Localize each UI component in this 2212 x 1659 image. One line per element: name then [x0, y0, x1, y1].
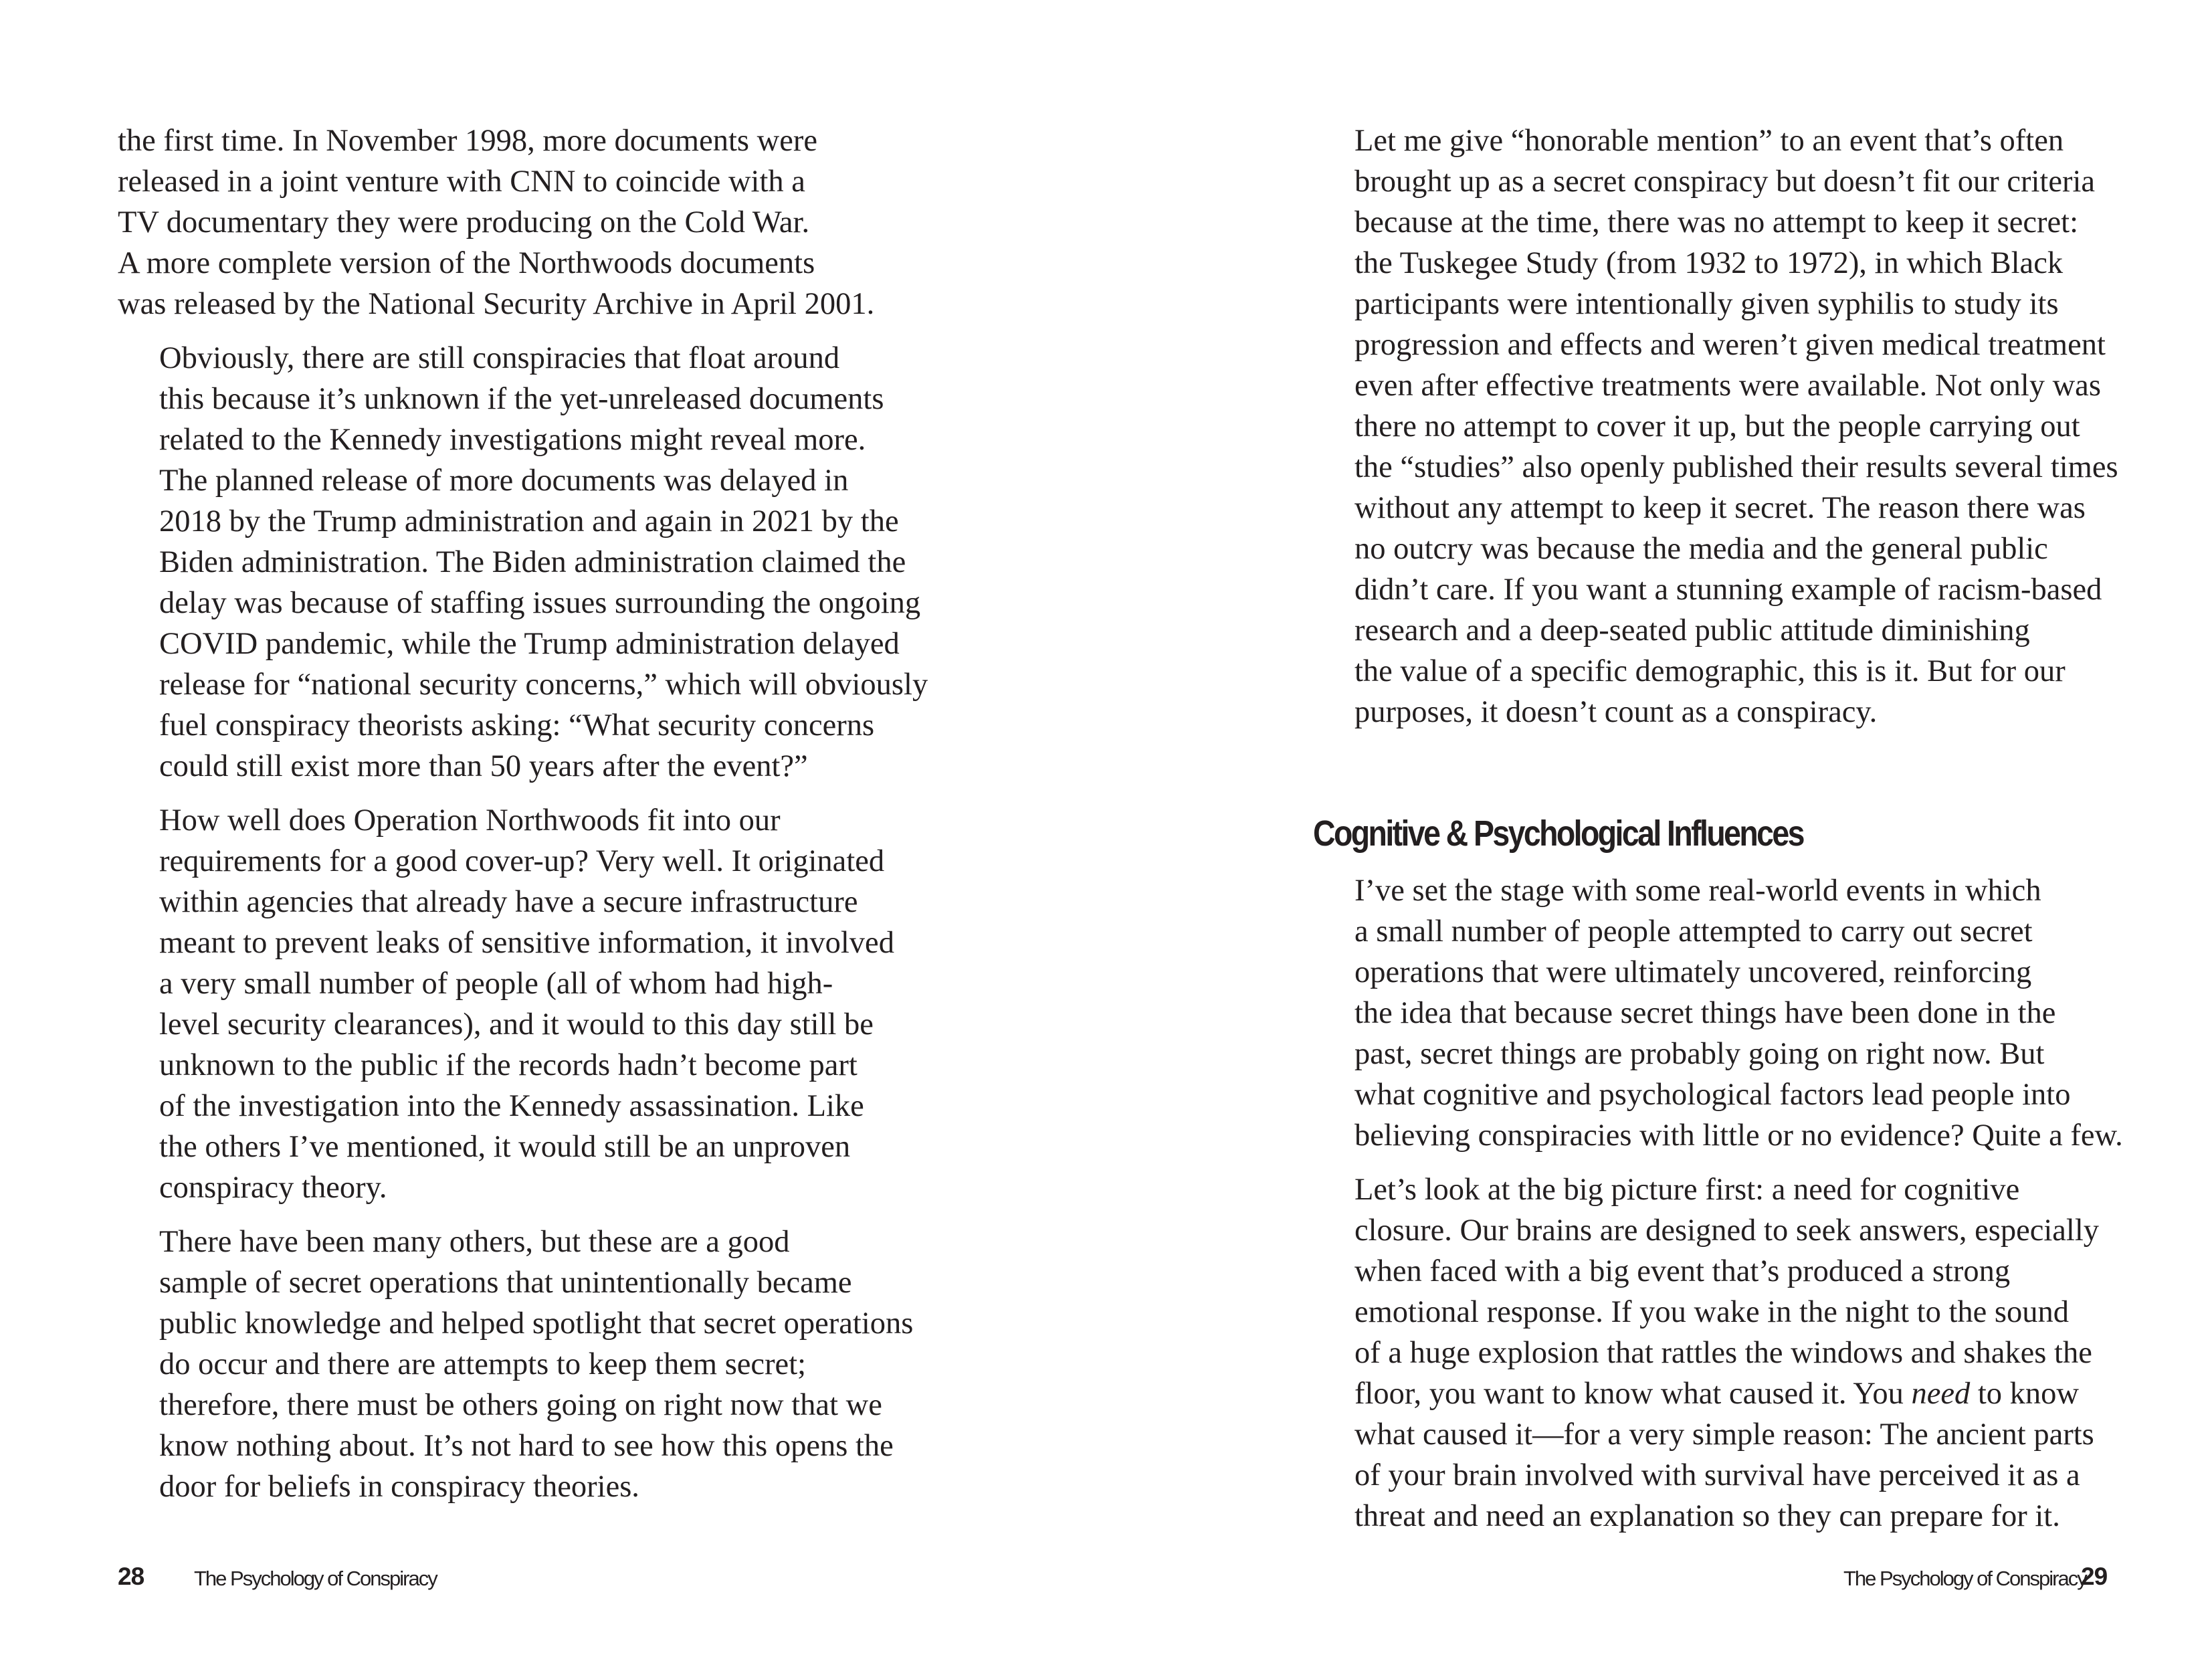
- text-line: released in a joint venture with CNN to coincide with a: [118, 165, 805, 199]
- text-line: threat and need an explanation so they can prepare for it.: [1354, 1499, 2060, 1533]
- text-line: of your brain involved with survival have perceived it as a: [1354, 1458, 2080, 1492]
- text-line: know nothing about. It’s not hard to see how this opens the: [159, 1429, 894, 1463]
- text-line: what cognitive and psychological factors lead people into: [1354, 1078, 2071, 1112]
- text-line: the Tuskegee Study (from 1932 to 1972), in which Black: [1354, 246, 2064, 280]
- text-line: no outcry was because the media and the general public: [1354, 532, 2048, 566]
- paragraph: [1313, 1169, 2129, 1537]
- text-line: level security clearances), and it would to this day still be: [159, 1007, 874, 1042]
- text-line: purposes, it doesn’t count as a conspiracy.: [1354, 695, 1878, 729]
- right-text-column: [1313, 120, 2129, 1550]
- text-line: because at the time, there was no attempt to keep it secret:: [1354, 205, 2078, 239]
- text-line: even after effective treatments were available. Not only was: [1354, 369, 2101, 403]
- text-line: without any attempt to keep it secret. The reason there was: [1354, 491, 2086, 525]
- right-paragraphs-after-heading: [1313, 870, 2129, 1156]
- section-heading: Cognitive & Psychological Influences: [1313, 813, 1803, 854]
- text-line: public knowledge and helped spotlight that secret operations: [159, 1306, 914, 1341]
- text-line: sample of secret operations that unintentionally became: [159, 1266, 852, 1300]
- running-head-left: The Psychology of Conspiracy: [194, 1567, 437, 1590]
- text-line: delay was because of staffing issues surrounding the ongoing: [159, 586, 921, 620]
- text-line: emotional response. If you wake in the night to the sound: [1354, 1295, 2070, 1329]
- text-line: requirements for a good cover-up? Very well. It originated: [159, 844, 885, 878]
- text-line: Biden administration. The Biden administration claimed the: [159, 545, 906, 579]
- text-line: closure. Our brains are designed to seek answers, especially: [1354, 1213, 2100, 1248]
- text-line: door for beliefs in conspiracy theories.: [159, 1470, 639, 1504]
- text-line: research and a deep-seated public attitude diminishing: [1354, 613, 2030, 648]
- text-line: of the investigation into the Kennedy assassination. Like: [159, 1089, 864, 1123]
- text-line: believing conspiracies with little or no evidence? Quite a few.: [1354, 1118, 2123, 1153]
- right-page: [1106, 0, 2212, 1659]
- text-fragment: to know: [1970, 1377, 2080, 1411]
- text-line: the first time. In November 1998, more documents were: [118, 124, 817, 158]
- text-line: participants were intentionally given syphilis to study its: [1354, 287, 2059, 321]
- paragraph: [1313, 870, 2129, 1156]
- paragraph: [118, 338, 927, 787]
- text-line: didn’t care. If you want a stunning example of racism-based: [1354, 573, 2102, 607]
- text-line: was released by the National Security Archive in April 2001.: [118, 287, 875, 321]
- text-line: brought up as a secret conspiracy but doesn’t fit our criteria: [1354, 165, 2096, 199]
- text-line: 2018 by the Trump administration and again in 2021 by the: [159, 504, 899, 539]
- text-line: the idea that because secret things have been done in the: [1354, 996, 2056, 1030]
- text-line: the value of a specific demographic, this is it. But for our: [1354, 654, 2066, 688]
- text-line: when faced with a big event that’s produced a strong: [1354, 1254, 2011, 1288]
- right-paragraphs-before-heading: [1313, 120, 2129, 733]
- text-line: Let’s look at the big picture first: a need for cognitive: [1354, 1173, 2020, 1207]
- text-line: A more complete version of the Northwoods documents: [118, 246, 815, 280]
- text-line: a very small number of people (all of whom had high-: [159, 967, 833, 1001]
- text-line: Let me give “honorable mention” to an event that’s often: [1354, 124, 2064, 158]
- emphasized-word: need: [1911, 1377, 1971, 1411]
- text-line: TV documentary they were producing on the Cold War.: [118, 205, 810, 239]
- text-line: unknown to the public if the records hadn’t become part: [159, 1048, 858, 1082]
- text-line: do occur and there are attempts to keep them secret;: [159, 1347, 807, 1381]
- text-line: a small number of people attempted to carry out secret: [1354, 914, 2033, 949]
- text-line: fuel conspiracy theorists asking: “What security concerns: [159, 708, 875, 743]
- text-line: what caused it—for a very simple reason: The ancient parts: [1354, 1418, 2094, 1452]
- text-line: conspiracy theory.: [159, 1171, 387, 1205]
- text-line: this because it’s unknown if the yet-unreleased documents: [159, 382, 884, 416]
- text-line: related to the Kennedy investigations might reveal more.: [159, 423, 866, 457]
- text-line: operations that were ultimately uncovered, reinforcing: [1354, 955, 2032, 989]
- page-number-left: 28: [118, 1563, 144, 1590]
- text-line: How well does Operation Northwoods fit into our: [159, 803, 781, 838]
- paragraph: [1313, 120, 2129, 733]
- text-line: within agencies that already have a secure infrastructure: [159, 885, 858, 919]
- text-line: progression and effects and weren’t given medical treatment: [1354, 328, 2106, 362]
- paragraph: [118, 800, 927, 1208]
- text-fragment: floor, you want to know what caused it. You: [1354, 1377, 1912, 1411]
- text-line: there no attempt to cover it up, but the people carrying out: [1354, 409, 2080, 444]
- text-line: meant to prevent leaks of sensitive information, it involved: [159, 926, 894, 960]
- text-line: the others I’ve mentioned, it would still be an unproven: [159, 1130, 851, 1164]
- paragraph: [118, 120, 927, 324]
- text-line: the “studies” also openly published their results several times: [1354, 450, 2118, 484]
- text-line: Obviously, there are still conspiracies that float around: [159, 341, 840, 375]
- text-line: There have been many others, but these are a good: [159, 1225, 790, 1259]
- paragraph: [118, 1222, 927, 1507]
- running-head-right: The Psychology of Conspiracy: [1843, 1567, 2086, 1590]
- text-line: could still exist more than 50 years after the event?”: [159, 749, 808, 783]
- text-line: COVID pandemic, while the Trump administration delayed: [159, 627, 900, 661]
- text-line: of a huge explosion that rattles the windows and shakes the: [1354, 1336, 2092, 1370]
- left-text-column: [118, 120, 927, 1521]
- text-line: therefore, there must be others going on right now that we: [159, 1388, 882, 1422]
- text-line: past, secret things are probably going on right now. But: [1354, 1037, 2045, 1071]
- text-line: [1313, 1373, 2129, 1414]
- text-line: I’ve set the stage with some real-world events in which: [1354, 874, 2041, 908]
- text-line: release for “national security concerns,” which will obviously: [159, 668, 928, 702]
- page-number-right: 29: [2081, 1563, 2108, 1590]
- text-line: The planned release of more documents was delayed in: [159, 464, 849, 498]
